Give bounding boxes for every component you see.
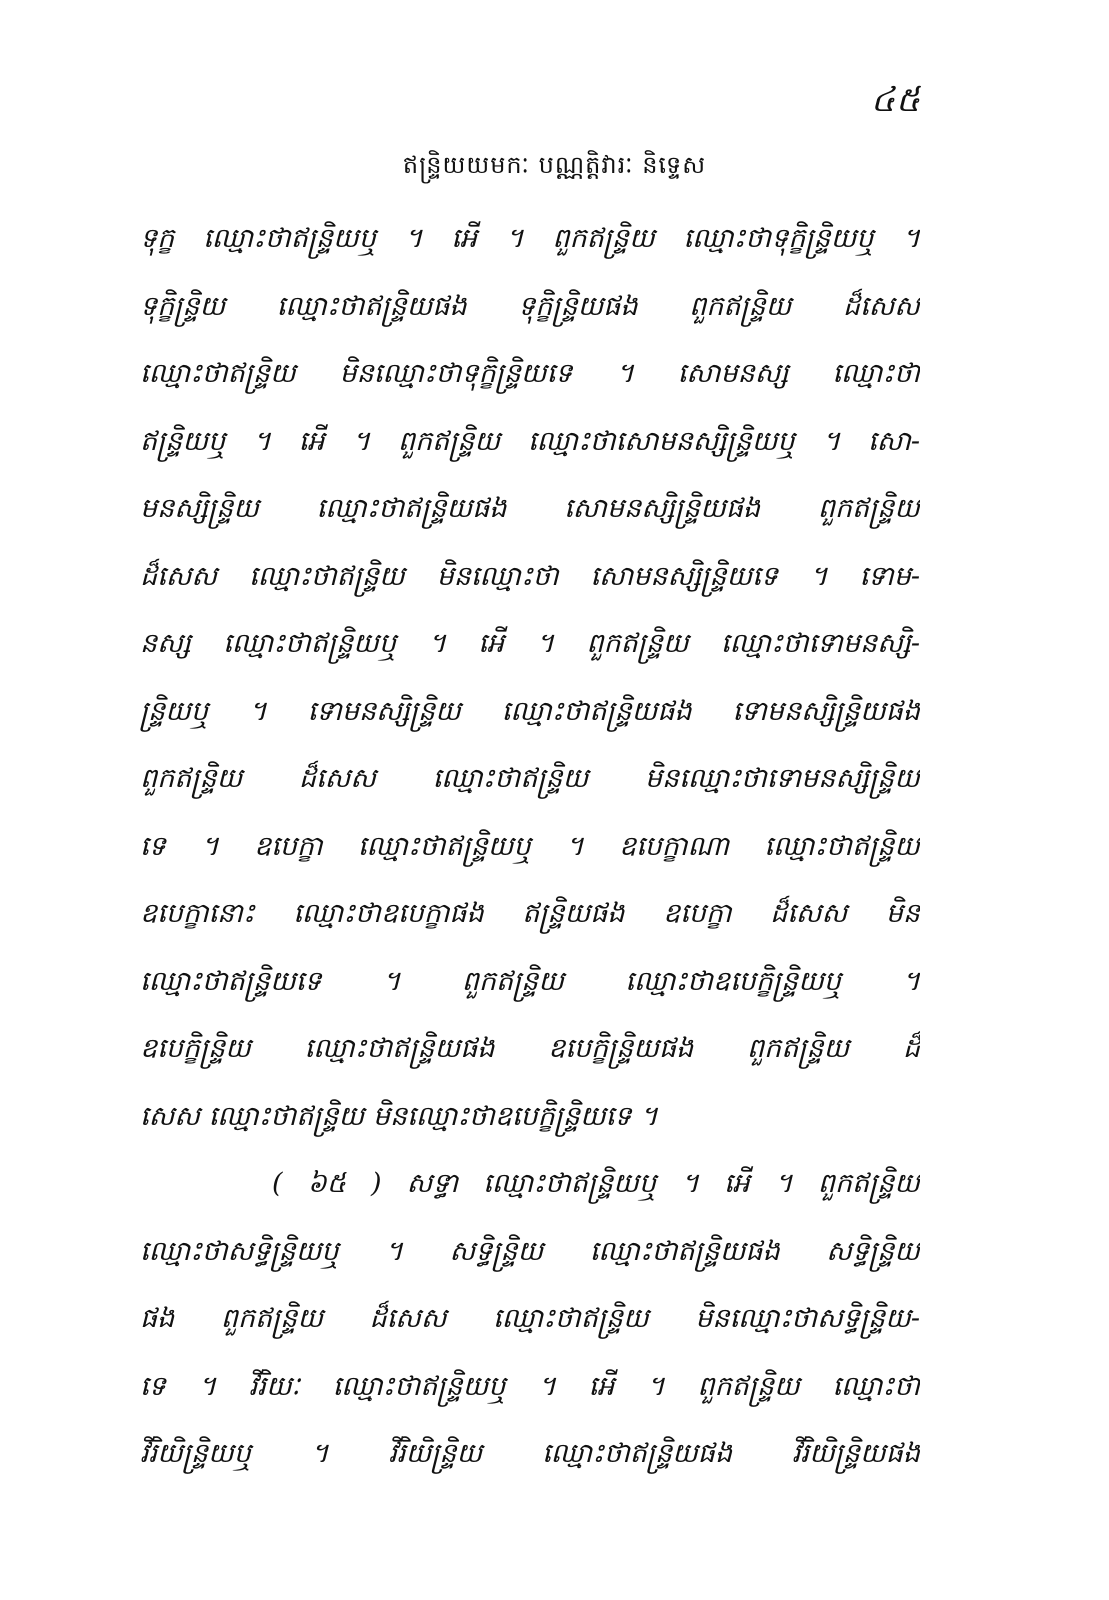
text-line: ទុក្ខិន្ទ្រិយ ឈ្មោះថាឥន្ទ្រិយផង ទុក្ខិន្ទ្រិយផង ពួកឥន្ទ្រិយ ដ៏សេស [140, 290, 920, 322]
text-line: ទុក្ខ ឈ្មោះថាឥន្ទ្រិយឬ ។ អើ ។ ពួកឥន្ទ្រិយ ឈ្មោះថាទុក្ខិន្ទ្រិយឬ ។ [140, 223, 920, 254]
text-line: ទេ ។ ឧបេក្ខា ឈ្មោះថាឥន្ទ្រិយឬ ។ ឧបេក្ខាណា ឈ្មោះថាឥន្ទ្រិយ [140, 830, 920, 862]
body-text [140, 205, 920, 1488]
text-line: ឈ្មោះថាឥន្ទ្រិយ មិនឈ្មោះថាទុក្ខិន្ទ្រិយទេ ។ សោមនស្ស ឈ្មោះថា [140, 358, 920, 389]
text-line: ឈ្មោះថាឥន្ទ្រិយទេ ។ ពួកឥន្ទ្រិយ ឈ្មោះថាឧបេក្ខិន្ទ្រិយឬ ។ [140, 965, 920, 997]
text-line: នស្ស ឈ្មោះថាឥន្ទ្រិយឬ ។ អើ ។ ពួកឥន្ទ្រិយ ឈ្មោះថាទោមនស្សិ- [140, 628, 920, 659]
text-line: ឥន្ទ្រិយឬ ។ អើ ។ ពួកឥន្ទ្រិយ ឈ្មោះថាសោមនស្សិន្ទ្រិយឬ ។ សោ- [140, 425, 920, 457]
text-line: ន្ទ្រិយឬ ។ ទោមនស្សិន្ទ្រិយ ឈ្មោះថាឥន្ទ្រិយផង ទោមនស្សិន្ទ្រិយផង [140, 695, 920, 727]
text-line: ឧបេក្ខានោះ ឈ្មោះថាឧបេក្ខាផង ឥន្ទ្រិយផង ឧបេក្ខា ដ៏សេស មិន [140, 898, 920, 929]
text-line: វីរិយិន្ទ្រិយឬ ។ វីរិយិន្ទ្រិយ ឈ្មោះថាឥន្ទ្រិយផង វីរិយិន្ទ្រិយផង [140, 1438, 920, 1469]
paragraph-end-line: សេស ឈ្មោះថាឥន្ទ្រិយ មិនឈ្មោះថាឧបេក្ខិន្ទ្រិយទេ ។ [140, 1100, 658, 1132]
section-65-first-line: ( ៦៥ ) សទ្ធា ឈ្មោះថាឥន្ទ្រិយឬ ។ អើ ។ ពួកឥន្ទ្រិយ [272, 1168, 920, 1199]
text-line: ឧបេក្ខិន្ទ្រិយ ឈ្មោះថាឥន្ទ្រិយផង ឧបេក្ខិន្ទ្រិយផង ពួកឥន្ទ្រិយ ដ៏ [140, 1033, 920, 1064]
text-line: ពួកឥន្ទ្រិយ ដ៏សេស ឈ្មោះថាឥន្ទ្រិយ មិនឈ្មោះថាទោមនស្សិន្ទ្រិយ [140, 763, 920, 794]
page-number: ៤៥ [870, 80, 921, 120]
text-line: ទេ ។ វីរិយៈ ឈ្មោះថាឥន្ទ្រិយឬ ។ អើ ។ ពួកឥន្ទ្រិយ ឈ្មោះថា [140, 1370, 920, 1402]
text-line: ឈ្មោះថាសទ្ធិន្ទ្រិយឬ ។ សទ្ធិន្ទ្រិយ ឈ្មោះថាឥន្ទ្រិយផង សទ្ធិន្ទ្រិយ [140, 1235, 920, 1267]
text-line: ផង ពួកឥន្ទ្រិយ ដ៏សេស ឈ្មោះថាឥន្ទ្រិយ មិនឈ្មោះថាសទ្ធិន្ទ្រិយ- [140, 1303, 920, 1334]
text-line: មនស្សិន្ទ្រិយ ឈ្មោះថាឥន្ទ្រិយផង សោមនស្សិន្ទ្រិយផង ពួកឥន្ទ្រិយ [140, 493, 920, 524]
text-line: ដ៏សេស ឈ្មោះថាឥន្ទ្រិយ មិនឈ្មោះថា សោមនស្សិន្ទ្រិយទេ ។ ទោម- [140, 560, 920, 592]
running-head: ឥន្ទ្រិយយមកៈ បណ្ណត្តិវារៈ និទ្ទេស [402, 151, 707, 179]
